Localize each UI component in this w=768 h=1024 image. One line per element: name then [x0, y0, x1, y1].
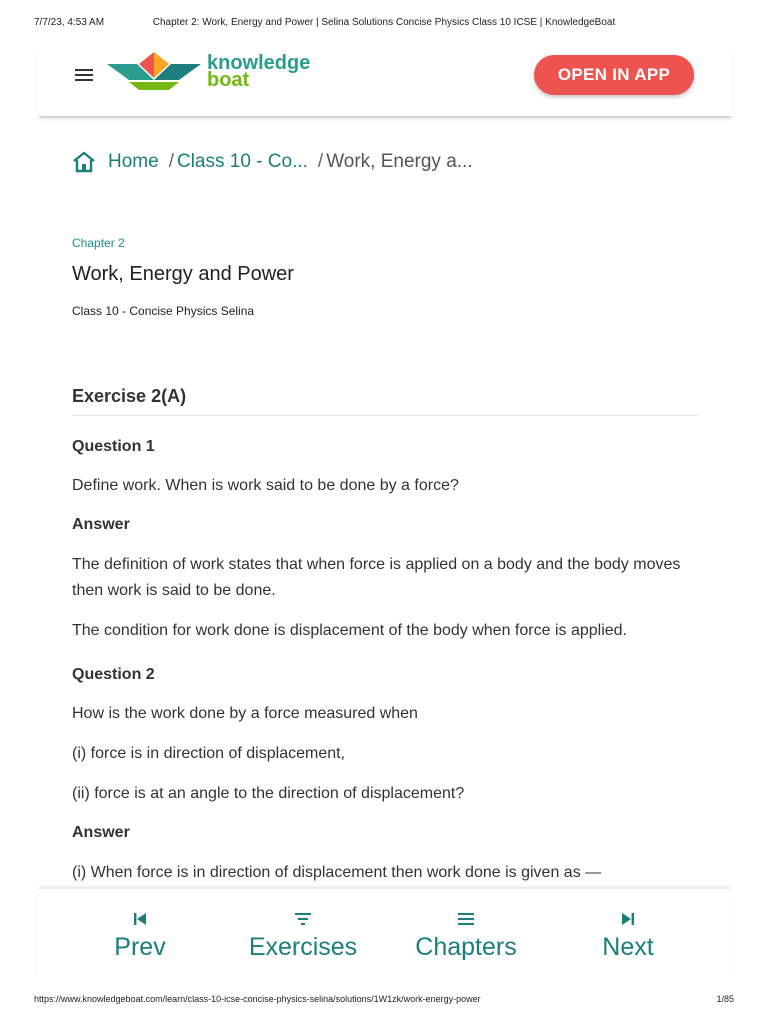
breadcrumb-separator: /	[317, 151, 324, 172]
breadcrumb-home-link[interactable]: Home	[108, 151, 159, 172]
skip-next-icon	[620, 911, 636, 927]
filter-icon	[295, 911, 311, 927]
subject-subtitle: Class 10 - Concise Physics Selina	[72, 304, 255, 318]
home-icon[interactable]	[72, 151, 96, 173]
list-icon	[458, 911, 474, 927]
answer-1-paragraph-2: The condition for work done is displacement of the body when force is applied.	[72, 622, 627, 639]
exercises-button[interactable]	[223, 911, 383, 962]
question-2-label: Question 2	[72, 666, 155, 683]
page-title: Work, Energy and Power	[72, 263, 294, 285]
chapters-label: Chapters	[415, 933, 517, 961]
skip-previous-icon	[132, 911, 148, 927]
exercise-heading: Exercise 2(A)	[72, 386, 698, 416]
question-1-label: Question 1	[72, 438, 155, 455]
menu-icon[interactable]	[75, 69, 93, 81]
logo-text-boat: boat	[207, 69, 250, 91]
prev-button[interactable]	[60, 911, 220, 962]
answer-2-label: Answer	[72, 824, 130, 841]
print-url: https://www.knowledgeboat.com/learn/class-10-icse-concise-physics-selina/solutions/1W1zk/work-energy-power	[34, 994, 481, 1004]
breadcrumb-separator: /	[168, 151, 174, 172]
logo-text[interactable]	[207, 52, 311, 91]
breadcrumb-current-chapter: Work, Energy a...	[326, 151, 473, 172]
logo-text-knowledge: knowledge	[207, 52, 311, 74]
answer-1-paragraph-1: The definition of work states that when force is applied on a body and the body moves then work is said to be done.	[72, 556, 681, 599]
print-page-title: Chapter 2: Work, Energy and Power | Selina Solutions Concise Physics Class 10 ICSE | KnowledgeBoat	[152, 17, 616, 28]
next-label: Next	[602, 933, 654, 961]
exercises-label: Exercises	[248, 933, 358, 961]
answer-1-label: Answer	[72, 516, 130, 533]
knowledgeboat-logo-icon[interactable]	[107, 52, 201, 92]
answer-2-paragraph-1: (i) When force is in direction of displacement then work done is given as —	[72, 864, 602, 881]
next-button[interactable]	[548, 911, 708, 962]
print-page-number: 1/85	[716, 994, 734, 1004]
question-2-part-i: (i) force is in direction of displacement,	[72, 745, 345, 762]
print-footer	[34, 994, 734, 1008]
question-2-part-ii: (ii) force is at an angle to the direction of displacement?	[72, 785, 465, 802]
chapters-button[interactable]	[386, 911, 546, 962]
chapter-label: Chapter 2	[72, 236, 125, 250]
prev-label: Prev	[114, 933, 166, 961]
print-header	[34, 17, 734, 31]
question-1-text: Define work. When is work said to be done by a force?	[72, 477, 459, 494]
app-bar	[38, 46, 732, 116]
print-date: 7/7/23, 4:53 AM	[34, 17, 105, 28]
breadcrumb	[72, 149, 473, 175]
open-in-app-button[interactable]: OPEN IN APP	[534, 55, 694, 95]
breadcrumb-class-link[interactable]: Class 10 - Co...	[176, 151, 308, 172]
bottom-navigation	[38, 888, 732, 980]
question-2-text: How is the work done by a force measured when	[72, 705, 418, 722]
